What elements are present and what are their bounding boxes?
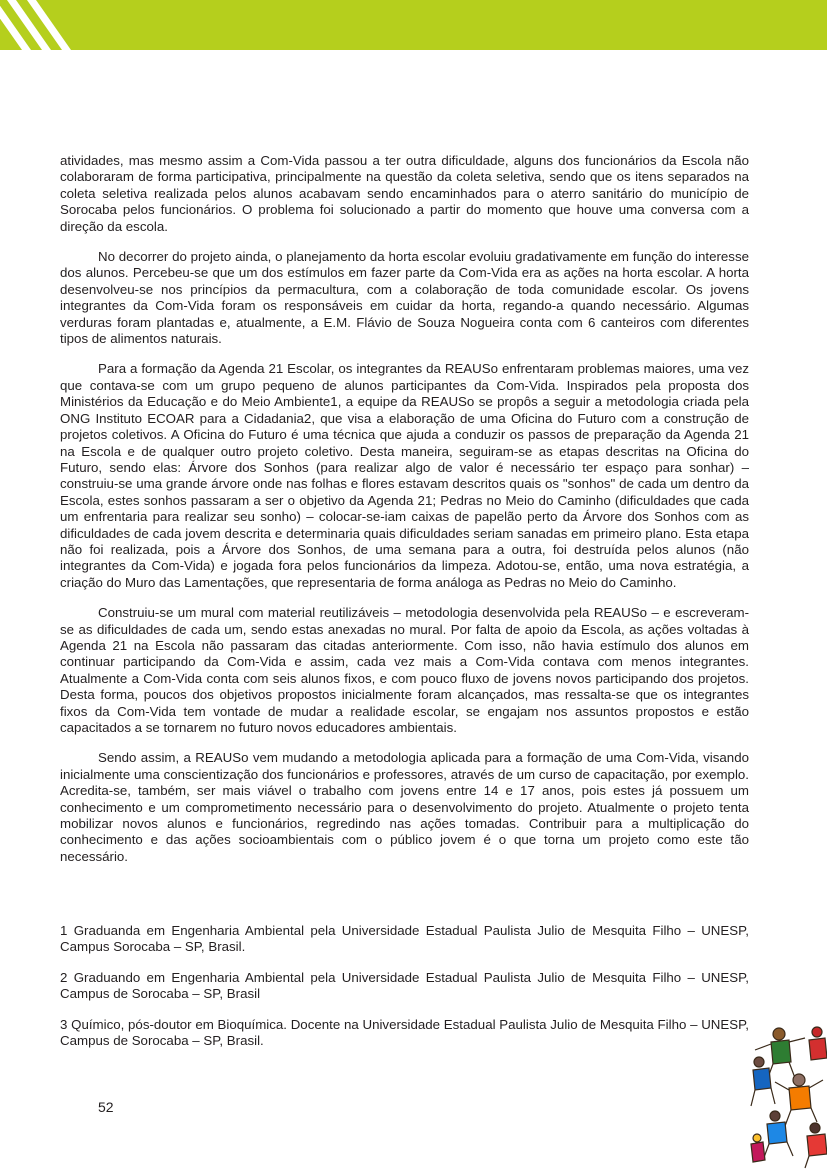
article-body [60, 153, 749, 879]
children-holding-hands-icon [745, 1010, 827, 1170]
paragraph-4: Construiu-se um mural com material reutilizáveis – metodologia desenvolvida pela REAUSo – e escreveram-se as dificuldades de cada um, sendo estas anexadas no mural. Por falta de apoio da Escola, as ações voltadas à Agenda 21 na Escola não passaram das citadas anteriormente. Com isso, não havia estímulo dos alunos em continuar participando da Com-Vida e assim, cada vez mais a Com-Vida contava com menos integrantes. Atualmente a Com-Vida conta com seis alunos fixos, e com pouco fluxo de jovens novos participando dos projetos. Desta forma, poucos dos objetivos propostos inicialmente foram alcançados, mas ressalta-se que os integrantes fixos da Com-Vida tem vontade de mudar a realidade escolar, se engajam nos assuntos propostos e estão capacitados a se tornarem no futuro novos educadores ambientais. [60, 605, 749, 735]
paragraph-3: Para a formação da Agenda 21 Escolar, os integrantes da REAUSo enfrentaram problemas maiores, uma vez que contava-se com um grupo pequeno de alunos participantes da Com-Vida. Inspirados pela proposta dos Ministérios da Educação e do Meio Ambiente1, a equipe da REAUSo se propôs a seguir a metodologia criada pela ONG Instituto ECOAR para a Cidadania2, que visa a elaboração de uma Oficina do Futuro com a construção de projetos coletivos. A Oficina do Futuro é uma técnica que ajuda a conduzir os passos de preparação da Agenda 21 na Escola e de qualquer outro projeto coletivo. Desta maneira, seguiram-se as etapas descritas na Oficina do Futuro, sendo elas: Árvore dos Sonhos (para realizar algo de valor é necessário ter espaço para sonhar) – construiu-se uma grande árvore onde nas folhas e flores estavam descritos quais os "sonhos" de cada um dentro da Escola, estes sonhos passaram a ser o objetivo da Agenda 21; Pedras no Meio do Caminho (dificuldades que cada um enfrentaria para realizar seu sonho) – colocar-se-iam caixas de papelão perto da Árvore dos Sonhos com as dificuldades de cada jovem descrita e determinaria quais dificuldades seriam sanadas em primeiro plano. Esta etapa não foi realizada, pois a Árvore dos Sonhos, de uma semana para a outra, foi destruída pelos alunos (não integrantes da Com-Vida) e jogada fora pelos funcionários da limpeza. Adotou-se, então, uma nova estratégia, a criação do Muro das Lamentações, que representaria de forma análoga as Pedras no Meio do Caminho. [60, 361, 749, 590]
page-number: 52 [98, 1099, 114, 1115]
footnote-1: 1 Graduanda em Engenharia Ambiental pela Universidade Estadual Paulista Julio de Mesquita Filho – UNESP, Campus Sorocaba – SP, Brasil. [60, 923, 749, 955]
paragraph-1: atividades, mas mesmo assim a Com-Vida passou a ter outra dificuldade, alguns dos funcionários da Escola não colaboraram de forma participativa, principalmente na questão da coleta seletiva, sendo que os itens separados na coleta seletiva realizada pelos alunos acabavam sendo encaminhados para o aterro sanitário do município de Sorocaba pelos funcionários. O problema foi solucionado a partir do momento que houve uma conversa com a direção da escola. [60, 153, 749, 234]
paragraph-5: Sendo assim, a REAUSo vem mudando a metodologia aplicada para a formação de uma Com-Vida, visando inicialmente uma conscientização dos funcionários e professores, através de um curso de capacitação, por exemplo. Acredita-se, também, ser mais viável o trabalho com jovens entre 14 e 17 anos, pois estes já possuem um conhecimento e um comprometimento necessário para o desenvolvimento do projeto. Atualmente o projeto tenta mobilizar novos alunos e funcionários, regredindo nas ações tomadas. Contribuir para a multiplicação do conhecimento e das ações socioambientais com o público jovem é o que torna um projeto como este tão necessário. [60, 750, 749, 864]
footnote-3: 3 Químico, pós-doutor em Bioquímica. Docente na Universidade Estadual Paulista Julio de Mesquita Filho – UNESP, Campus de Sorocaba – SP, Brasil. [60, 1016, 749, 1049]
paragraph-2: No decorrer do projeto ainda, o planejamento da horta escolar evoluiu gradativamente em função do interesse dos alunos. Percebeu-se que um dos estímulos em fazer parte da Com-Vida era as ações na horta escolar. A horta desenvolveu-se nos princípios da permacultura, com a colaboração de toda comunidade escolar. Os jovens integrantes da Com-Vida foram os responsáveis em cuidar da horta, regando-a quando necessário. Algumas verduras foram plantadas e, atualmente, a E.M. Flávio de Souza Nogueira conta com 6 canteiros com diferentes tipos de alimentos naturais. [60, 249, 749, 347]
header-band [0, 0, 827, 50]
footnote-2: 2 Graduando em Engenharia Ambiental pela Universidade Estadual Paulista Julio de Mesquita Filho – UNESP, Campus de Sorocaba – SP, Brasil [60, 969, 749, 1002]
footnotes [60, 923, 749, 1063]
